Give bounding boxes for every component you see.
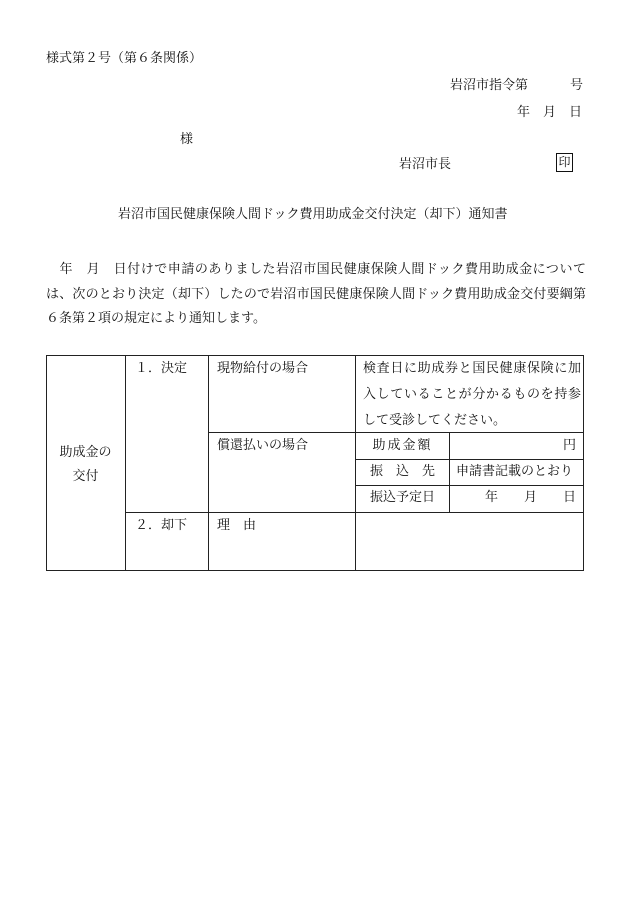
amount-label: 助成金額 (372, 438, 433, 453)
in-kind-description: 検査日に助成券と国民健康保険に加入していることが分かるものを持参して受診してください。 (363, 361, 581, 428)
table-border-right (583, 355, 584, 571)
document-date: 年 月 日 (517, 105, 583, 120)
form-number: 様式第２号（第６条関係） (46, 51, 203, 66)
table-border-bottom (46, 570, 584, 571)
table-divider (208, 355, 209, 571)
reimbursement-label: 償還払いの場合 (217, 438, 309, 453)
document-title: 岩沼市国民健康保険人間ドック費用助成金交付決定（却下）通知書 (118, 207, 508, 222)
table-divider (355, 459, 584, 460)
amount-unit: 円 (562, 438, 576, 453)
rejection-label: ２．却下 (135, 518, 188, 533)
seal-mark: 印 (556, 153, 573, 172)
row-header (46, 441, 125, 489)
notice-body (46, 258, 586, 332)
notice-body-text: 年 月 日付けで申請のありました岩沼市国民健康保険人間ドック費用助成金については、次のとおり決定（却下）したので岩沼市国民健康保険人間ドック費用助成金交付要綱第６条第２項の規定により通知します。 (46, 262, 586, 326)
decision-label: １．決定 (135, 361, 188, 376)
document-number-prefix: 岩沼市指令第 (450, 78, 529, 93)
transfer-to-value: 申請書記載のとおり (456, 464, 574, 479)
transfer-date-value: 年 月 日 (484, 490, 576, 505)
transfer-date-label: 振込予定日 (369, 490, 435, 505)
issuer-name: 岩沼市長 (399, 157, 452, 172)
row-header-line: 助成金の (59, 445, 112, 460)
document-number (450, 77, 583, 95)
table-divider (125, 355, 126, 571)
in-kind-label: 現物給付の場合 (217, 361, 309, 376)
reason-label: 理 由 (217, 518, 257, 533)
document-number-suffix: 号 (570, 78, 584, 93)
addressee-suffix: 様 (180, 132, 194, 147)
transfer-to-label: 振 込 先 (369, 464, 435, 479)
grant-decision-table (46, 355, 584, 571)
table-divider (125, 512, 584, 513)
table-divider (355, 485, 584, 486)
row-header-line: 交付 (72, 469, 99, 484)
